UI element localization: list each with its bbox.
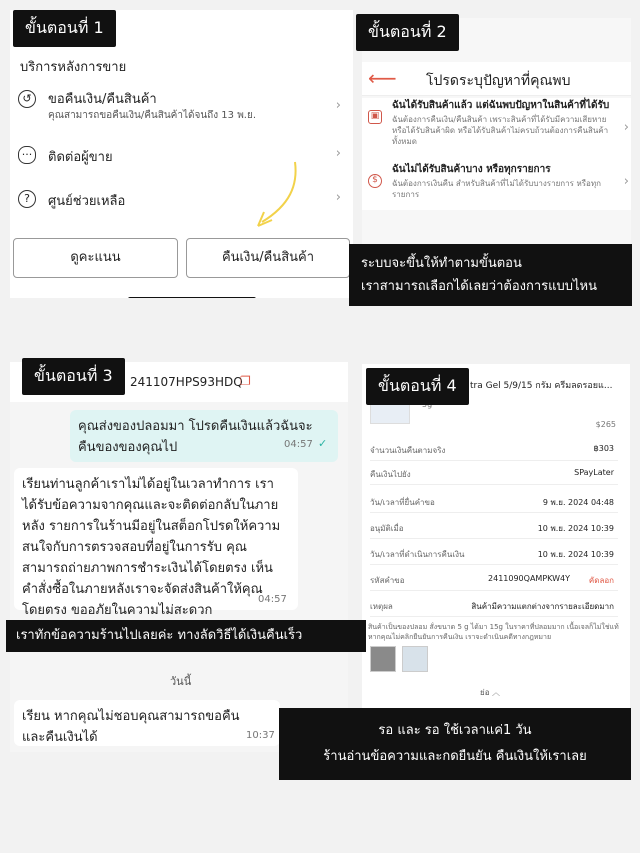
refund-remark: สินค้าเป็นของปลอม สั่งขนาด 5 g ได้มา 15g ในราคาที่ปลอมมาก เนื้อเจลก็ไม่ใช่แท้ หากคุณไม่คลิกยืนยันการคืนเงิน เราจะดำเนินคดีทางกฎหมาย bbox=[368, 623, 619, 641]
step-4-tag: ขั้นตอนที่ 4 bbox=[366, 368, 469, 405]
row-label: วัน/เวลาที่ดำเนินการคืนเงิน bbox=[370, 550, 465, 559]
row-label: จำนวนเงินคืนตามจริง bbox=[370, 446, 446, 455]
request-id-row bbox=[370, 574, 614, 588]
evidence-photo[interactable] bbox=[370, 646, 396, 672]
box-icon: ▣ bbox=[368, 110, 382, 124]
question-icon: ? bbox=[18, 190, 36, 208]
option-not-received-title: ฉันไม่ได้รับสินค้าบาง หรือทุกรายการ bbox=[392, 164, 551, 175]
refund-amount-row bbox=[370, 444, 614, 458]
approved-row bbox=[370, 522, 614, 536]
message-time: 10:37 bbox=[246, 730, 275, 741]
chevron-right-icon: › bbox=[335, 190, 341, 205]
reason-row bbox=[370, 600, 614, 614]
note-line: ระบบจะขึ้นให้ทำตามขั้นตอน bbox=[361, 256, 522, 271]
row-value: 10 พ.ย. 2024 10:39 bbox=[537, 524, 614, 533]
divider bbox=[370, 616, 618, 617]
message-text: เรียนท่านลูกค้าเราไม่ได้อยู่ในเวลาทำการ เราได้รับข้อความจากคุณและจะติดต่อกลับในภายหลัง รายการในร้านมีอยู่ในสต็อกโปรดให้ความสนใจกับการตรวจสอบที่อยู่ในการรับ คุณสามารถถ่ายภาพการชำระเงินได้โดยตรง เห็นคำสั่งซื้อในภายหลังเราจะจัดส่งสินค้าให้คุณโดยตรง ขออภัยในความไม่สะดวก bbox=[22, 477, 281, 618]
row-value: 2411090QAMPKW4Y bbox=[488, 574, 570, 583]
divider bbox=[370, 460, 618, 461]
copy-icon[interactable]: ❐ bbox=[240, 374, 251, 388]
chevron-right-icon: › bbox=[623, 174, 629, 189]
product-price: $265 bbox=[595, 420, 616, 429]
after-sales-title: บริการหลังการขาย bbox=[20, 60, 127, 75]
chat-message-received bbox=[14, 468, 298, 618]
divider bbox=[370, 590, 618, 591]
message-time: 04:57 bbox=[284, 439, 313, 450]
problem-title: โปรดระบุปัญหาที่คุณพบ bbox=[426, 73, 571, 89]
step-2-tag: ขั้นตอนที่ 2 bbox=[356, 14, 459, 51]
step-3-tag: ขั้นตอนที่ 3 bbox=[22, 358, 125, 395]
refund-label: ขอคืนเงิน/คืนสินค้า bbox=[48, 92, 157, 107]
row-value: 9 พ.ย. 2024 04:48 bbox=[542, 498, 614, 507]
row-value: ฿303 bbox=[593, 444, 614, 453]
row-label: เหตุผล bbox=[370, 602, 393, 611]
divider bbox=[370, 564, 618, 565]
panel-after-sales bbox=[10, 10, 353, 298]
chat-icon: ··· bbox=[18, 146, 36, 164]
note-wait-one-day bbox=[279, 708, 631, 780]
collapse-toggle[interactable] bbox=[480, 686, 500, 699]
row-value: สินค้ามีความแตกต่างจากรายละเอียดมาก bbox=[471, 602, 614, 611]
problem-header bbox=[362, 62, 631, 96]
request-time-row bbox=[370, 496, 614, 510]
pointer-arrow-icon bbox=[250, 160, 310, 235]
message-text: เรียน หากคุณไม่ชอบคุณสามารถขอคืนและคืนเงินได้ bbox=[22, 709, 240, 745]
row-value: 10 พ.ย. 2024 10:39 bbox=[537, 550, 614, 559]
evidence-photo[interactable] bbox=[402, 646, 428, 672]
note-line: รอ และ รอ ใช้เวลาแค่1 วัน bbox=[378, 723, 532, 738]
refund-return-button[interactable]: คืนเงิน/คืนสินค้า bbox=[186, 238, 350, 278]
problem-option-received[interactable] bbox=[362, 98, 631, 160]
divider bbox=[370, 512, 618, 513]
view-rating-button[interactable]: ดูคะแนน bbox=[13, 238, 178, 278]
message-time: 04:57 bbox=[258, 594, 287, 605]
refund-row[interactable] bbox=[18, 88, 343, 128]
collapse-label: ย่อ bbox=[480, 688, 490, 697]
back-arrow-icon[interactable]: ⟵ bbox=[368, 66, 397, 90]
chevron-right-icon: › bbox=[623, 120, 629, 135]
panel-refund-detail bbox=[362, 364, 630, 710]
note-line: เราสามารถเลือกได้เลยว่าต้องการแบบไหน bbox=[361, 279, 598, 294]
contact-seller-label: ติดต่อผู้ขาย bbox=[48, 150, 113, 165]
read-check-icon: ✓ bbox=[318, 437, 328, 450]
note-follow-steps bbox=[349, 244, 632, 306]
product-name: tra Gel 5/9/15 กรัม ครีมลดรอยแ... bbox=[470, 381, 613, 391]
problem-option-not-received[interactable] bbox=[362, 160, 631, 210]
chat-message-sent bbox=[70, 410, 338, 462]
copy-request-id-button[interactable]: คัดลอก bbox=[588, 576, 614, 585]
row-label: วัน/เวลาที่ยื่นคำขอ bbox=[370, 498, 435, 507]
chat-message-received bbox=[14, 700, 280, 746]
note-line: ร้านอ่านข้อความและกดยืนยัน คืนเงินให้เราเลย bbox=[323, 749, 587, 764]
refund-deadline: คุณสามารถขอคืนเงิน/คืนสินค้าได้จนถึง 13 พ.ย. bbox=[48, 110, 257, 121]
row-value: SPayLater bbox=[574, 468, 614, 477]
home-indicator bbox=[128, 297, 256, 298]
step-1-tag: ขั้นตอนที่ 1 bbox=[13, 10, 116, 47]
money-icon: $ bbox=[368, 174, 382, 188]
panel-select-problem bbox=[362, 18, 631, 246]
message-text: คุณส่งของปลอมมา โปรดคืนเงินแล้วฉันจะคืนของของคุณไป bbox=[78, 419, 313, 455]
panel-chat bbox=[10, 362, 348, 752]
help-center-label: ศูนย์ช่วยเหลือ bbox=[48, 194, 126, 209]
note-message-shop: เราทักข้อความร้านไปเลยค่ะ ทางลัดวิธีได้เงินคืนเร็ว bbox=[6, 620, 366, 652]
day-divider: วันนี้ bbox=[170, 675, 192, 688]
refund-processed-row bbox=[370, 548, 614, 562]
chevron-right-icon: › bbox=[335, 146, 341, 161]
option-not-received-desc: ฉันต้องการเงินคืน สำหรับสินค้าที่ไม่ได้รับบางรายการ หรือทุกรายการ bbox=[392, 179, 601, 199]
row-label: รหัสคำขอ bbox=[370, 576, 405, 585]
row-label: อนุมัติเมื่อ bbox=[370, 524, 404, 533]
divider bbox=[370, 538, 618, 539]
option-received-title: ฉันได้รับสินค้าแล้ว แต่ฉันพบปัญหาในสินค้าที่ได้รับ bbox=[392, 100, 610, 111]
row-label: คืนเงินไปยัง bbox=[370, 470, 411, 479]
return-icon: ↺ bbox=[18, 90, 36, 108]
divider bbox=[370, 484, 618, 485]
chevron-up-icon: ︿ bbox=[492, 688, 501, 697]
refund-to-row bbox=[370, 468, 614, 482]
option-received-desc: ฉันต้องการคืนเงิน/คืนสินค้า เพราะสินค้าที่ได้รับมีความเสียหาย หรือได้รับสินค้าผิด หรือได้รับสินค้าไม่ครบถ้วนต้องการคืนสินค้าทั้งหมด bbox=[392, 115, 609, 146]
chevron-right-icon: › bbox=[335, 98, 341, 113]
order-id: 241107HPS93HDQ bbox=[130, 375, 243, 389]
